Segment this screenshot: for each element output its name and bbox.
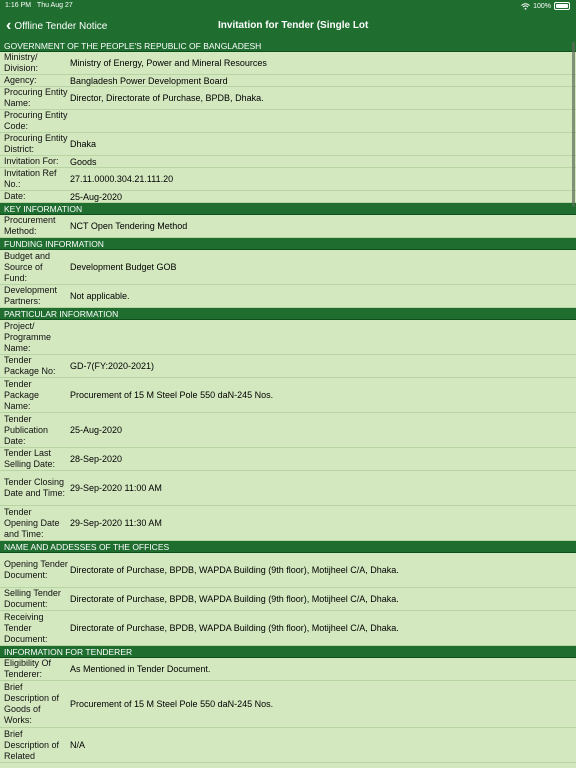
detail-row — [0, 553, 576, 588]
row-value: 29-Sep-2020 11:00 AM — [70, 483, 162, 493]
row-label: Tender Package No: — [4, 355, 56, 376]
row-value: Director, Directorate of Purchase, BPDB, Dhaka. — [70, 93, 264, 103]
detail-row — [0, 285, 576, 308]
detail-row — [0, 215, 576, 238]
detail-row — [0, 448, 576, 471]
scrollbar[interactable] — [572, 42, 575, 207]
row-value: Procurement of 15 M Steel Pole 550 daN-245 Nos. — [70, 699, 274, 709]
status-bar — [0, 0, 576, 12]
row-label: Project/ Programme Name: — [4, 320, 52, 353]
row-label: Receiving Tender Document: — [4, 611, 48, 644]
section-header: KEY INFORMATION — [0, 203, 576, 215]
row-value: Dhaka — [70, 139, 97, 149]
detail-row — [0, 471, 576, 506]
row-value: 28-Sep-2020 — [70, 454, 123, 464]
row-label: Selling Tender Document: — [4, 588, 61, 609]
row-label: Date: — [4, 191, 26, 201]
row-label: Brief Description of Related — [4, 728, 60, 761]
row-value: GD-7(FY:2020-2021) — [70, 361, 155, 371]
tender-detail-list[interactable] — [0, 40, 576, 768]
detail-row — [0, 110, 576, 133]
section-header: GOVERNMENT OF THE PEOPLE'S REPUBLIC OF BANGLADESH — [0, 40, 576, 52]
status-right — [521, 2, 570, 10]
row-label: Budget and Source of Fund: — [4, 250, 51, 283]
row-value: 29-Sep-2020 11:30 AM — [70, 518, 162, 528]
row-value: As Mentioned in Tender Document. — [70, 664, 211, 674]
detail-row — [0, 611, 576, 646]
row-label: Eligibility Of Tenderer: — [4, 658, 52, 679]
row-value: Goods — [70, 156, 97, 167]
detail-row — [0, 75, 576, 87]
detail-row — [0, 156, 576, 168]
row-label: Tender Publication Date: — [4, 413, 49, 446]
row-value: Not applicable. — [70, 291, 130, 301]
detail-row — [0, 87, 576, 110]
wifi-icon — [521, 3, 530, 10]
row-label: Ministry/ Division: — [4, 52, 39, 73]
row-value: Ministry of Energy, Power and Mineral Resources — [70, 58, 267, 68]
detail-row — [0, 506, 576, 541]
row-value: Development Budget GOB — [70, 262, 177, 272]
detail-row — [0, 413, 576, 448]
chevron-left-icon: ‹ — [6, 17, 12, 34]
section-header: FUNDING INFORMATION — [0, 238, 576, 250]
row-value: 25-Aug-2020 — [70, 425, 123, 435]
row-label: Procuring Entity District: — [4, 133, 68, 154]
row-label: Tender Package Name: — [4, 378, 40, 411]
row-label: Agency: — [4, 75, 37, 85]
page-title: Invitation for Tender (Single Lot — [218, 20, 369, 31]
section-header: PARTICULAR INFORMATION — [0, 308, 576, 320]
row-label: Opening Tender Document: — [4, 559, 68, 580]
detail-row — [0, 728, 576, 763]
battery-icon — [554, 2, 570, 10]
row-value: Procurement of 15 M Steel Pole 550 daN-245 Nos. — [70, 390, 274, 400]
back-button-label: Offline Tender Notice — [14, 20, 108, 32]
row-label: Procurement Method: — [4, 215, 56, 236]
battery-percent: 100% — [533, 2, 551, 10]
row-value: N/A — [70, 740, 86, 750]
detail-row — [0, 133, 576, 156]
row-label: Tender Closing Date and Time: — [4, 477, 66, 498]
row-label: Invitation For: — [4, 156, 59, 166]
row-label: Brief Description of Goods of Works: — [4, 682, 60, 725]
row-label: Procuring Entity Name: — [4, 87, 68, 108]
detail-row — [0, 191, 576, 203]
detail-row — [0, 355, 576, 378]
row-label: Invitation Ref No.: — [4, 168, 57, 189]
detail-row — [0, 378, 576, 413]
row-value: 27.11.0000.304.21.111.20 — [70, 174, 174, 184]
row-value: Directorate of Purchase, BPDB, WAPDA Building (9th floor), Motijheel C/A, Dhaka. — [70, 594, 399, 604]
row-label: Development Partners: — [4, 285, 58, 306]
row-label: Tender Opening Date and Time: — [4, 506, 60, 539]
detail-row — [0, 588, 576, 611]
section-header: NAME AND ADDESSES OF THE OFFICES — [0, 541, 576, 553]
status-time-date — [5, 2, 73, 9]
row-label: Tender Last Selling Date: — [4, 448, 56, 469]
detail-row — [0, 250, 576, 285]
back-button[interactable] — [6, 18, 107, 34]
section-header: INFORMATION FOR TENDERER — [0, 646, 576, 658]
row-value: Directorate of Purchase, BPDB, WAPDA Building (9th floor), Motijheel C/A, Dhaka. — [70, 565, 399, 575]
status-date: Thu Aug 27 — [36, 2, 73, 9]
row-value: 25-Aug-2020 — [70, 191, 123, 202]
detail-row — [0, 320, 576, 355]
detail-row — [0, 681, 576, 728]
navigation-bar — [0, 12, 576, 40]
row-value: Bangladesh Power Development Board — [70, 75, 228, 86]
row-value: NCT Open Tendering Method — [70, 221, 188, 231]
row-value: Directorate of Purchase, BPDB, WAPDA Building (9th floor), Motijheel C/A, Dhaka. — [70, 623, 399, 633]
row-label: Procuring Entity Code: — [4, 110, 68, 131]
detail-row — [0, 658, 576, 681]
detail-row — [0, 168, 576, 191]
status-time: 1:16 PM — [5, 2, 32, 9]
detail-row — [0, 52, 576, 75]
